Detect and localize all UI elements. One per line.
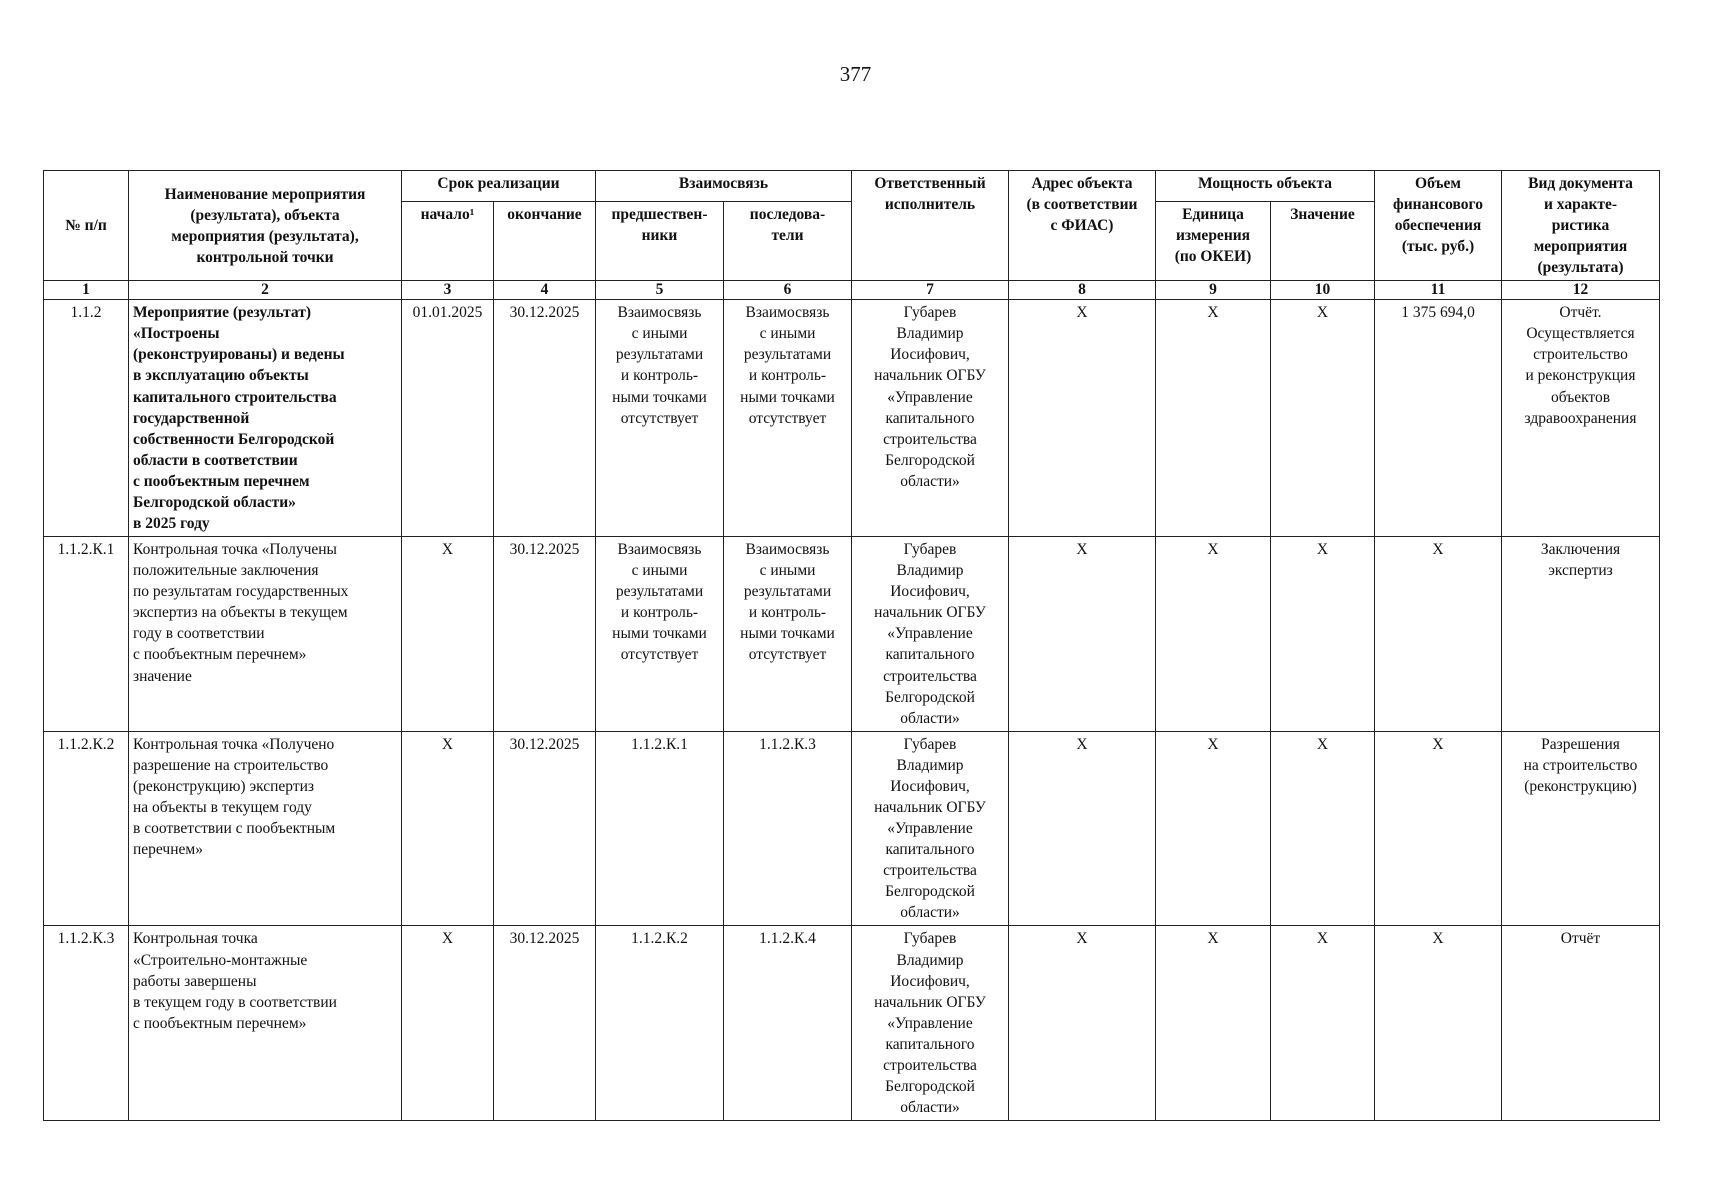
row-responsible: Губарев Владимир Иосифович, начальник ОГБУ «Управление капитального строительства Белгородской области» [852, 731, 1009, 926]
header-link: Взаимосвязь [596, 171, 852, 202]
row-start: 01.01.2025 [402, 300, 494, 537]
row-document: Отчёт [1502, 926, 1660, 1121]
header-power: Мощность объекта [1156, 171, 1375, 202]
row-unit: Х [1156, 300, 1271, 537]
row-financing: Х [1375, 537, 1502, 732]
row-num: 1.1.2 [44, 300, 129, 537]
column-number: 6 [724, 281, 852, 300]
header-end: окончание [494, 201, 596, 281]
table-row [44, 731, 1660, 926]
column-number: 8 [1009, 281, 1156, 300]
row-document: Отчёт. Осуществляется строительство и реконструкция объектов здравоохранения [1502, 300, 1660, 537]
row-successors: Взаимосвязь с иными результатами и контроль- ными точками отсутствует [724, 300, 852, 537]
table-row [44, 926, 1660, 1121]
row-name: Мероприятие (результат) «Построены (реконструированы) и ведены в эксплуатацию объекты капитального строительства государственной собственности Белгородской области в соответствии с пообъектным перечнем Белгородской области» в 2025 году [129, 300, 402, 537]
column-number: 7 [852, 281, 1009, 300]
header-address: Адрес объекта (в соответствии с ФИАС) [1009, 171, 1156, 281]
row-document: Разрешения на строительство (реконструкцию) [1502, 731, 1660, 926]
row-predecessors: Взаимосвязь с иными результатами и контроль- ными точками отсутствует [596, 300, 724, 537]
column-number: 4 [494, 281, 596, 300]
header-name: Наименование мероприятия (результата), объекта мероприятия (результата), контрольной точки [129, 171, 402, 281]
column-number: 11 [1375, 281, 1502, 300]
row-end: 30.12.2025 [494, 731, 596, 926]
row-financing: Х [1375, 926, 1502, 1121]
header-term: Срок реализации [402, 171, 596, 202]
row-predecessors: 1.1.2.К.2 [596, 926, 724, 1121]
row-unit: Х [1156, 926, 1271, 1121]
row-successors: Взаимосвязь с иными результатами и контроль- ными точками отсутствует [724, 537, 852, 732]
row-address: Х [1009, 731, 1156, 926]
row-address: Х [1009, 537, 1156, 732]
row-financing: 1 375 694,0 [1375, 300, 1502, 537]
row-unit: Х [1156, 537, 1271, 732]
row-address: Х [1009, 300, 1156, 537]
header-financing: Объем финансового обеспечения (тыс. руб.) [1375, 171, 1502, 281]
implementation-plan-table [43, 170, 1660, 1121]
column-number: 12 [1502, 281, 1660, 300]
table-row [44, 300, 1660, 537]
row-address: Х [1009, 926, 1156, 1121]
row-start: Х [402, 537, 494, 732]
header-num: № п/п [44, 171, 129, 281]
row-responsible: Губарев Владимир Иосифович, начальник ОГБУ «Управление капитального строительства Белгородской области» [852, 300, 1009, 537]
header-unit: Единица измерения (по ОКЕИ) [1156, 201, 1271, 281]
column-number: 2 [129, 281, 402, 300]
row-successors: 1.1.2.К.3 [724, 731, 852, 926]
row-value: Х [1271, 926, 1375, 1121]
header-successors: последова- тели [724, 201, 852, 281]
column-number: 10 [1271, 281, 1375, 300]
row-start: Х [402, 926, 494, 1121]
row-end: 30.12.2025 [494, 300, 596, 537]
row-predecessors: Взаимосвязь с иными результатами и контроль- ными точками отсутствует [596, 537, 724, 732]
row-num: 1.1.2.К.3 [44, 926, 129, 1121]
row-responsible: Губарев Владимир Иосифович, начальник ОГБУ «Управление капитального строительства Белгородской области» [852, 926, 1009, 1121]
row-end: 30.12.2025 [494, 926, 596, 1121]
header-value: Значение [1271, 201, 1375, 281]
row-value: Х [1271, 731, 1375, 926]
header-start: начало¹ [402, 201, 494, 281]
row-name: Контрольная точка «Строительно-монтажные работы завершены в текущем году в соответствии с пообъектным перечнем» [129, 926, 402, 1121]
header-predecessors: предшествен- ники [596, 201, 724, 281]
column-number: 9 [1156, 281, 1271, 300]
column-number: 1 [44, 281, 129, 300]
row-successors: 1.1.2.К.4 [724, 926, 852, 1121]
header-responsible: Ответственный исполнитель [852, 171, 1009, 281]
header-row-1 [44, 171, 1660, 202]
row-num: 1.1.2.К.2 [44, 731, 129, 926]
row-financing: Х [1375, 731, 1502, 926]
table-row [44, 537, 1660, 732]
row-predecessors: 1.1.2.К.1 [596, 731, 724, 926]
header-document: Вид документа и характе- ристика мероприятия (результата) [1502, 171, 1660, 281]
row-value: Х [1271, 537, 1375, 732]
row-name: Контрольная точка «Получено разрешение на строительство (реконструкцию) экспертиз на объекты в текущем году в соответствии с пообъектным перечнем» [129, 731, 402, 926]
column-number: 3 [402, 281, 494, 300]
row-start: Х [402, 731, 494, 926]
row-num: 1.1.2.К.1 [44, 537, 129, 732]
column-number: 5 [596, 281, 724, 300]
row-name: Контрольная точка «Получены положительные заключения по результатам государственных экспертиз на объекты в текущем году в соответствии с пообъектным перечнем» значение [129, 537, 402, 732]
row-end: 30.12.2025 [494, 537, 596, 732]
row-document: Заключения экспертиз [1502, 537, 1660, 732]
column-number-row [44, 281, 1660, 300]
row-unit: Х [1156, 731, 1271, 926]
row-responsible: Губарев Владимир Иосифович, начальник ОГБУ «Управление капитального строительства Белгородской области» [852, 537, 1009, 732]
row-value: Х [1271, 300, 1375, 537]
page-number: 377 [839, 62, 872, 86]
